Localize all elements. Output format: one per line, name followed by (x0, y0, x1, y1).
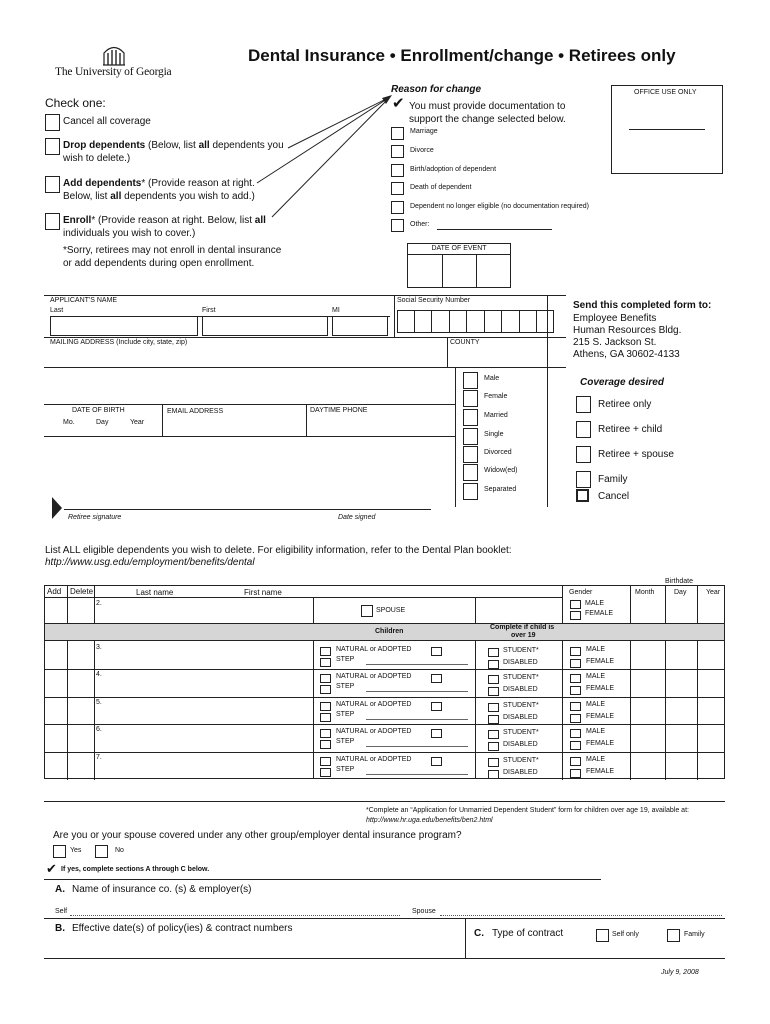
natural-checkbox[interactable] (320, 757, 331, 766)
page-title: Dental Insurance • Enrollment/change • Retirees only (248, 46, 676, 65)
date-signed-label: Date signed (338, 514, 376, 521)
natural-label: NATURAL or ADOPTED (336, 755, 412, 763)
section-c-letter: C. (474, 928, 484, 939)
natural-label: NATURAL or ADOPTED (336, 673, 412, 681)
disabled-label: DISABLED (503, 686, 538, 694)
university-name: The University of Georgia (55, 66, 172, 78)
step-checkbox[interactable] (320, 740, 331, 749)
female-checkbox[interactable] (463, 390, 478, 407)
row-number: 4. (96, 671, 102, 679)
student-checkbox[interactable] (488, 703, 499, 712)
step-label: STEP (336, 738, 355, 746)
row-number: 3. (96, 644, 102, 651)
male-checkbox[interactable] (570, 729, 581, 738)
disabled-label: DISABLED (503, 741, 538, 749)
office-use-label: OFFICE USE ONLY (634, 89, 697, 96)
male-checkbox[interactable] (570, 647, 581, 656)
female-checkbox[interactable] (570, 686, 581, 695)
coverage-retiree-child-checkbox[interactable] (576, 421, 591, 438)
student-label: STUDENT* (503, 647, 539, 654)
spouse-male-checkbox[interactable] (570, 600, 581, 609)
female-label: Female (484, 393, 508, 400)
family-checkbox[interactable] (667, 929, 680, 942)
single-checkbox[interactable] (463, 428, 478, 445)
send-to-line-1: Employee Benefits (573, 313, 657, 324)
add-dependents-label: Add dependents* (Provide reason at right. (63, 178, 255, 189)
date-of-event-label: DATE OF EVENT (431, 245, 487, 252)
disabled-checkbox[interactable] (488, 770, 499, 779)
last-name-field[interactable] (50, 316, 198, 336)
student-label: STUDENT* (503, 701, 539, 709)
separated-label: Separated (484, 486, 517, 493)
day-header: Day (674, 589, 687, 596)
last-name-header: Last name (136, 588, 174, 597)
natural-label: NATURAL or ADOPTED (336, 700, 412, 708)
self-only-checkbox[interactable] (596, 929, 609, 942)
divorced-checkbox[interactable] (463, 446, 478, 463)
first-name-label: First (202, 307, 216, 314)
form-date: July 9, 2008 (661, 969, 699, 976)
coverage-retiree-child-label: Retiree + child (598, 424, 663, 435)
step-label: STEP (336, 765, 355, 773)
spouse-female-checkbox[interactable] (570, 611, 581, 620)
male-label: MALE (586, 673, 606, 681)
month-header: Month (635, 589, 655, 596)
no-label: No (115, 847, 124, 854)
children-header: Children (375, 628, 404, 635)
reason-divorce-checkbox[interactable] (391, 145, 404, 158)
self-only-label: Self only (612, 931, 639, 938)
disabled-checkbox[interactable] (488, 715, 499, 724)
reason-marriage-label: Marriage (410, 128, 438, 135)
if-yes-note: If yes, complete sections A through C below. (61, 866, 210, 873)
coverage-retiree-spouse-label: Retiree + spouse (598, 449, 674, 460)
spouse-checkbox[interactable] (361, 605, 373, 617)
coverage-cancel-label: Cancel (598, 491, 630, 502)
arrows-icon (0, 0, 770, 260)
married-label: Married (484, 412, 508, 419)
ssn-label: Social Security Number (397, 297, 471, 304)
footnote-line1: *Complete an “Application for Unmarried Dependent Student” form for children over age 19, available at: (366, 807, 689, 814)
step-label: STEP (336, 710, 355, 718)
mi-field[interactable] (332, 316, 388, 336)
dependents-table (44, 585, 725, 779)
reason-heading: Reason for change (391, 84, 482, 95)
natural-extra-checkbox[interactable] (431, 702, 442, 711)
spouse-male-label: MALE (585, 600, 605, 607)
male-label: MALE (586, 646, 606, 653)
male-label: MALE (586, 700, 606, 708)
disabled-label: DISABLED (503, 713, 538, 721)
widowed-label: Widow(ed) (484, 467, 518, 474)
applicant-name-label: APPLICANT'S NAME (50, 297, 118, 304)
reason-other-checkbox[interactable] (391, 219, 404, 232)
dob-mo-label: Mo. (63, 419, 75, 426)
reason-note-line1: You must provide documentation to (409, 101, 566, 112)
section-a-letter: A. (55, 884, 65, 895)
coverage-retiree-only-label: Retiree only (598, 399, 652, 410)
coverage-retiree-only-checkbox[interactable] (576, 396, 591, 413)
mi-label: MI (332, 307, 340, 314)
date-of-event-box[interactable] (407, 243, 511, 288)
separated-checkbox[interactable] (463, 483, 478, 500)
female-label: FEMALE (586, 740, 615, 748)
self-insurance-field[interactable] (70, 915, 400, 916)
dob-day-label: Day (96, 419, 109, 426)
spouse-label: SPOUSE (376, 607, 406, 614)
sorry-note-line2: or add dependents during open enrollment. (63, 258, 255, 269)
step-checkbox[interactable] (320, 658, 331, 667)
send-to-line-3: 215 S. Jackson St. (573, 337, 657, 348)
checkmark-icon: ✔ (392, 95, 405, 112)
section-a-label: Name of insurance co. (s) & employer(s) (72, 884, 252, 895)
reason-birth-checkbox[interactable] (391, 164, 404, 177)
phone-label: DAYTIME PHONE (310, 407, 368, 414)
ssn-field[interactable] (397, 310, 554, 333)
mailing-address-label: MAILING ADDRESS (Include city, state, zip) (50, 339, 188, 346)
disabled-label: DISABLED (503, 768, 538, 776)
add-header: Add (47, 587, 62, 596)
female-checkbox[interactable] (570, 714, 581, 723)
step-label: STEP (336, 656, 355, 663)
email-label: EMAIL ADDRESS (167, 408, 224, 415)
row-number-2: 2. (96, 600, 102, 607)
reason-other-label: Other: (410, 221, 430, 228)
male-label: MALE (586, 728, 606, 736)
student-checkbox[interactable] (488, 730, 499, 739)
disabled-checkbox[interactable] (488, 660, 499, 669)
female-checkbox[interactable] (570, 659, 581, 668)
delete-header: Delete (70, 587, 94, 596)
disabled-label: DISABLED (503, 659, 538, 666)
footnote-line2: http://www.hr.uga.edu/benefits/ben2.html (366, 817, 493, 824)
female-label: FEMALE (586, 767, 615, 775)
cancel-coverage-label: Cancel all coverage (63, 116, 151, 127)
section-b-label: Effective date(s) of policy(ies) & contract numbers (72, 923, 293, 934)
gender-header: Gender (569, 589, 593, 596)
spouse-label-a: Spouse (412, 908, 436, 915)
first-name-header: First name (244, 588, 282, 597)
male-checkbox[interactable] (570, 757, 581, 766)
birthdate-header: Birthdate (665, 578, 694, 585)
natural-extra-checkbox[interactable] (431, 729, 442, 738)
coverage-family-checkbox[interactable] (576, 471, 591, 488)
signature-line[interactable] (64, 509, 431, 510)
female-checkbox[interactable] (570, 769, 581, 778)
coverage-heading: Coverage desired (580, 377, 664, 388)
county-label: COUNTY (450, 339, 480, 346)
other-coverage-question: Are you or your spouse covered under any other group/employer dental insurance program? (53, 830, 462, 841)
yes-checkbox[interactable] (53, 845, 66, 858)
year-header: Year (706, 589, 721, 596)
send-to-line-4: Athens, GA 30602-4133 (573, 349, 680, 360)
female-label: FEMALE (586, 685, 615, 693)
student-checkbox[interactable] (488, 675, 499, 684)
reason-marriage-checkbox[interactable] (391, 127, 404, 140)
student-checkbox[interactable] (488, 648, 499, 657)
male-checkbox[interactable] (463, 372, 478, 389)
female-checkbox[interactable] (570, 741, 581, 750)
coverage-retiree-spouse-checkbox[interactable] (576, 446, 591, 463)
checkmark-icon-2: ✔ (46, 861, 57, 876)
disabled-checkbox[interactable] (488, 687, 499, 696)
male-checkbox[interactable] (570, 702, 581, 711)
coverage-family-label: Family (598, 474, 628, 485)
dependents-intro: List ALL eligible dependents you wish to delete. For eligibility information, refer to the Dental Plan booklet: (45, 545, 512, 556)
row-number: 5. (96, 698, 102, 706)
step-checkbox[interactable] (320, 768, 331, 777)
reason-ineligible-checkbox[interactable] (391, 201, 404, 214)
dob-year-label: Year (130, 419, 145, 426)
student-label: STUDENT* (503, 729, 539, 737)
enroll-label: Enroll* (Provide reason at right. Below, list all (63, 215, 266, 226)
reason-birth-label: Birth/adoption of dependent (410, 166, 497, 173)
drop-dependents-line2: wish to delete.) (63, 153, 131, 164)
reason-divorce-label: Divorce (410, 147, 434, 154)
send-to-line-2: Human Resources Bldg. (573, 325, 682, 336)
over19-header-line1: Complete if child is (490, 624, 555, 631)
natural-extra-checkbox[interactable] (431, 647, 442, 656)
disabled-checkbox[interactable] (488, 742, 499, 751)
natural-extra-checkbox[interactable] (431, 757, 442, 766)
married-checkbox[interactable] (463, 409, 478, 426)
family-label: Family (684, 931, 705, 938)
reason-other-line[interactable] (437, 229, 552, 230)
dependents-url: http://www.usg.edu/employment/benefits/dental (45, 557, 255, 568)
over19-header-line2: over 19 (511, 632, 536, 639)
yes-label: Yes (70, 847, 82, 854)
male-label: MALE (586, 755, 606, 763)
spouse-female-label: FEMALE (585, 610, 614, 617)
spouse-insurance-field[interactable] (440, 915, 722, 916)
divorced-label: Divorced (484, 449, 512, 456)
no-checkbox[interactable] (95, 845, 108, 858)
section-c-label: Type of contract (492, 928, 564, 939)
section-b-letter: B. (55, 923, 65, 934)
natural-extra-checkbox[interactable] (431, 674, 442, 683)
row-number: 6. (96, 726, 102, 734)
male-checkbox[interactable] (570, 674, 581, 683)
self-label: Self (55, 908, 68, 915)
step-checkbox[interactable] (320, 685, 331, 694)
reason-ineligible-label: Dependent no longer eligible (no documentation required) (410, 203, 590, 210)
step-label: STEP (336, 683, 355, 691)
sorry-note-line1: *Sorry, retirees may not enroll in dental insurance (63, 245, 282, 256)
natural-label: NATURAL or ADOPTED (336, 646, 412, 653)
signature-label: Retiree signature (68, 514, 122, 521)
step-checkbox[interactable] (320, 713, 331, 722)
male-label: Male (484, 375, 500, 382)
female-label: FEMALE (586, 712, 615, 720)
reason-note-line2: support the change selected below. (409, 114, 566, 125)
student-checkbox[interactable] (488, 758, 499, 767)
natural-checkbox[interactable] (320, 702, 331, 711)
natural-label: NATURAL or ADOPTED (336, 728, 412, 736)
reason-death-label: Death of dependent (410, 184, 472, 191)
coverage-cancel-checkbox[interactable] (576, 489, 589, 502)
reason-death-checkbox[interactable] (391, 182, 404, 195)
widowed-checkbox[interactable] (463, 464, 478, 481)
signature-arrow-icon (52, 497, 62, 519)
student-label: STUDENT* (503, 674, 539, 682)
row-number: 7. (96, 753, 102, 761)
natural-checkbox[interactable] (320, 647, 331, 656)
female-label: FEMALE (586, 658, 615, 665)
last-name-label: Last (50, 307, 64, 314)
add-dependents-line2: Below, list all dependents you wish to add.) (63, 191, 255, 202)
check-one-heading: Check one: (45, 96, 106, 110)
student-label: STUDENT* (503, 756, 539, 764)
single-label: Single (484, 431, 504, 438)
dob-label: DATE OF BIRTH (72, 407, 125, 414)
natural-checkbox[interactable] (320, 729, 331, 738)
send-to-heading: Send this completed form to: (573, 300, 712, 311)
enroll-line2: individuals you wish to cover.) (63, 228, 196, 239)
first-name-field[interactable] (202, 316, 328, 336)
natural-checkbox[interactable] (320, 674, 331, 683)
drop-dependents-label: Drop dependents (Below, list all dependents you (63, 140, 284, 151)
